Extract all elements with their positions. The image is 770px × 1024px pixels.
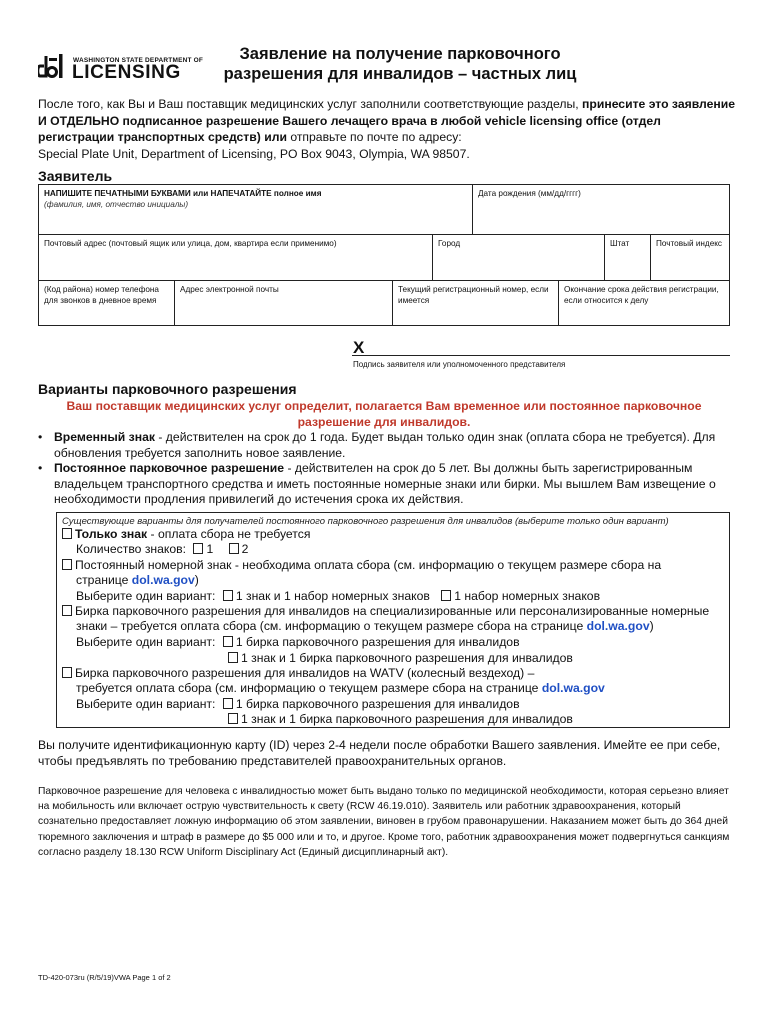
sign-and-plates-checkbox[interactable] xyxy=(223,590,233,601)
sign-quantity-label: Количество знаков: xyxy=(76,542,187,556)
sign-and-tab-checkbox[interactable] xyxy=(228,652,238,663)
option-permanent-plate xyxy=(62,558,661,573)
full-name-field[interactable] xyxy=(39,185,473,235)
permanent-plate-checkbox[interactable] xyxy=(62,559,72,570)
quantity-2-checkbox[interactable] xyxy=(229,543,239,554)
permanent-plate-choices xyxy=(76,589,600,604)
sign-only-fee-text: - оплата сбора не требуется xyxy=(150,527,311,541)
permanent-permit-description: - действителен на срок до 5 лет. Вы должны быть зарегистрированным владельцем транспортного средства и иметь постоянные номерные знаки или бирки. Мы вышлем Вам извещение о необходимости продления привилегий до истечения срока их действия. xyxy=(54,461,716,506)
zip-field[interactable] xyxy=(651,235,729,281)
mailing-address-field[interactable] xyxy=(39,235,433,281)
close-paren: ) xyxy=(194,573,199,587)
watv-one-tab-label: 1 бирка парковочного разрешения для инвалидов xyxy=(235,697,520,711)
logo-agency-text: WASHINGTON STATE DEPARTMENT OF xyxy=(73,57,204,64)
title-line-1: Заявление на получение парковочного xyxy=(239,45,561,63)
watv-tab-checkbox[interactable] xyxy=(62,667,72,678)
watv-choice-a xyxy=(76,697,520,712)
intro-text: После того, как Вы и Ваш поставщик медицинских услуг заполнили соответствующие разделы, xyxy=(38,97,579,111)
parking-options-heading: Варианты парковочного разрешения xyxy=(38,381,297,397)
permanent-permit-term: Постоянное парковочное разрешение xyxy=(54,461,285,475)
sign-only-checkbox[interactable] xyxy=(62,528,72,539)
one-tab-label: 1 бирка парковочного разрешения для инвалидов xyxy=(235,635,520,649)
special-plate-choice-a xyxy=(76,635,520,650)
dol-link[interactable]: dol.wa.gov xyxy=(586,619,650,633)
phone-field[interactable] xyxy=(39,281,175,325)
watv-tab-line-2 xyxy=(76,681,605,696)
dob-field[interactable] xyxy=(473,185,729,235)
dob-label: Дата рождения (мм/дд/гггг) xyxy=(478,189,581,198)
plates-only-label: 1 набор номерных знаков xyxy=(454,589,601,603)
email-field[interactable] xyxy=(175,281,393,325)
special-plate-choice-b xyxy=(228,651,573,666)
signature-x-mark: X xyxy=(353,338,365,357)
quantity-1-label: 1 xyxy=(206,542,214,556)
temporary-sign-term: Временный знак xyxy=(54,430,155,444)
choose-one-label: Выберите один вариант: xyxy=(76,697,216,711)
signature-line[interactable] xyxy=(352,355,730,356)
id-card-note: Вы получите идентификационную карту (ID) через 2-4 недели после обработки Вашего заявления. Имейте ее при себе, чтобы предъявлять по требованию представителей правоохранительных органов. xyxy=(38,738,721,768)
close-paren: ) xyxy=(649,619,654,633)
permit-types-list xyxy=(38,430,738,508)
special-plate-tab-checkbox[interactable] xyxy=(62,605,72,616)
legal-notice: Парковочное разрешение для человека с инвалидностью может быть выдано только по медицинской необходимости, которая серьезно влияет на мобильность или включает острую чувствительность к свету (RCW 46.19.010). Заявитель или работник здравоохранения, который сознательно предоставляет ложную информацию об этом заявлении, виновен в грубом правонарушении. Наказанием может быть до 364 дней тюремного заключения и штраф в размере до $5 000 или и то, и другое. Кроме того, работник здравоохранения может подвергнуться санкциям согласно разделу 18.130 RCW Uniform Disciplinary Act (Единый дисциплинарный акт). xyxy=(38,786,730,858)
special-plate-tab-text: Бирка парковочного разрешения для инвалидов на специализированные или персонализированные номерные xyxy=(75,604,710,618)
watv-tab-text: Бирка парковочного разрешения для инвалидов на WATV (колесный вездеход) – xyxy=(75,666,535,680)
watv-sign-and-tab-label: 1 знак и 1 бирка парковочного разрешения для инвалидов xyxy=(241,712,573,726)
registration-expiration-field[interactable] xyxy=(559,281,729,325)
intro-end-text: отправьте по почте по адресу: xyxy=(290,130,462,144)
dol-link[interactable]: dol.wa.gov xyxy=(131,573,195,587)
sign-and-tab-label: 1 знак и 1 бирка парковочного разрешения для инвалидов xyxy=(241,651,573,665)
sign-quantity-row xyxy=(76,542,248,557)
mailing-address: Special Plate Unit, Department of Licensing, PO Box 9043, Olympia, WA 98507. xyxy=(38,146,470,161)
quantity-1-checkbox[interactable] xyxy=(193,543,203,554)
registration-number-label: Текущий регистрационный номер, если имеется xyxy=(398,285,549,305)
city-field[interactable] xyxy=(433,235,605,281)
mailing-address-label: Почтовый адрес (почтовый ящик или улица, дом, квартира если применимо) xyxy=(44,239,337,248)
full-name-hint: (фамилия, имя, отчество инициалы) xyxy=(44,200,189,209)
dol-logo-icon xyxy=(38,52,68,80)
city-label: Город xyxy=(438,239,461,248)
form-footer: TD-420-073ru (R/5/19)VWA Page 1 of 2 xyxy=(38,973,171,982)
watv-sign-and-tab-checkbox[interactable] xyxy=(228,713,238,724)
list-item xyxy=(38,430,738,461)
full-name-label: НАПИШИТЕ ПЕЧАТНЫМИ БУКВАМИ или НАПЕЧАТАЙТЕ полное имя xyxy=(44,189,322,198)
watv-choice-b xyxy=(228,712,573,727)
special-plate-tab-line-2 xyxy=(76,619,654,634)
intro-paragraph xyxy=(38,96,738,162)
permanent-plate-line-2 xyxy=(76,573,199,588)
title-line-2: разрешения для инвалидов – частных лиц xyxy=(223,65,577,83)
list-item xyxy=(38,461,738,508)
temporary-sign-description: - действителен на срок до 1 года. Будет выдан только один знак (оплата сбора не требуется). Для обновления требуется заполнить новое заявление. xyxy=(54,430,716,460)
zip-label: Почтовый индекс xyxy=(656,239,723,248)
quantity-2-label: 2 xyxy=(241,542,249,556)
applicant-heading: Заявитель xyxy=(38,168,113,184)
state-field[interactable] xyxy=(605,235,651,281)
email-label: Адрес электронной почты xyxy=(180,285,279,294)
watv-one-tab-checkbox[interactable] xyxy=(223,698,233,709)
option-sign-only xyxy=(62,527,310,542)
choose-one-label: Выберите один вариант: xyxy=(76,635,216,649)
page-title xyxy=(190,44,610,84)
intro-bold-text: принесите это заявление И ОТДЕЛЬНО подписанное разрешение Вашего лечащего врача в любой vehicle licensing office (отдел регистрации транспортных средств) или xyxy=(38,97,736,144)
sign-and-plates-label: 1 знак и 1 набор номерных знаков xyxy=(235,589,430,603)
phone-label: (Код района) номер телефона для звонков в дневное время xyxy=(44,285,159,305)
watv-fee-text: требуется оплата сбора (см. информацию о текущем размере сбора на странице xyxy=(76,681,539,695)
applicant-form-table xyxy=(38,184,730,326)
options-box-title: Существующие варианты для получателей постоянного парковочного разрешения для инвалидов (выберите только один вариант) xyxy=(62,516,669,527)
choose-one-label: Выберите один вариант: xyxy=(76,589,216,603)
state-label: Штат xyxy=(610,239,630,248)
permanent-plate-text: Постоянный номерной знак - необходима оплата сбора (см. информацию о текущем размере сбора на xyxy=(75,558,662,572)
special-plate-fee-text: знаки – требуется оплата сбора (см. информацию о текущем размере сбора на странице xyxy=(76,619,584,633)
dol-link[interactable]: dol.wa.gov xyxy=(541,681,605,695)
registration-number-field[interactable] xyxy=(393,281,559,325)
one-tab-checkbox[interactable] xyxy=(223,636,233,647)
signature-label: Подпись заявителя или уполномоченного представителя xyxy=(353,360,566,369)
page-ref-text: странице xyxy=(76,573,129,587)
sign-only-label: Только знак xyxy=(75,527,148,541)
plates-only-checkbox[interactable] xyxy=(441,590,451,601)
registration-expiration-label: Окончание срока действия регистрации, если относится к делу xyxy=(564,285,719,305)
provider-note: Ваш поставщик медицинских услуг определит, полагается Вам временное или постоянное парковочное разрешение для инвалидов. xyxy=(66,399,702,429)
logo-licensing-text: LICENSING xyxy=(72,62,181,83)
option-watv-tab xyxy=(62,666,534,681)
option-special-plate-tab xyxy=(62,604,709,619)
